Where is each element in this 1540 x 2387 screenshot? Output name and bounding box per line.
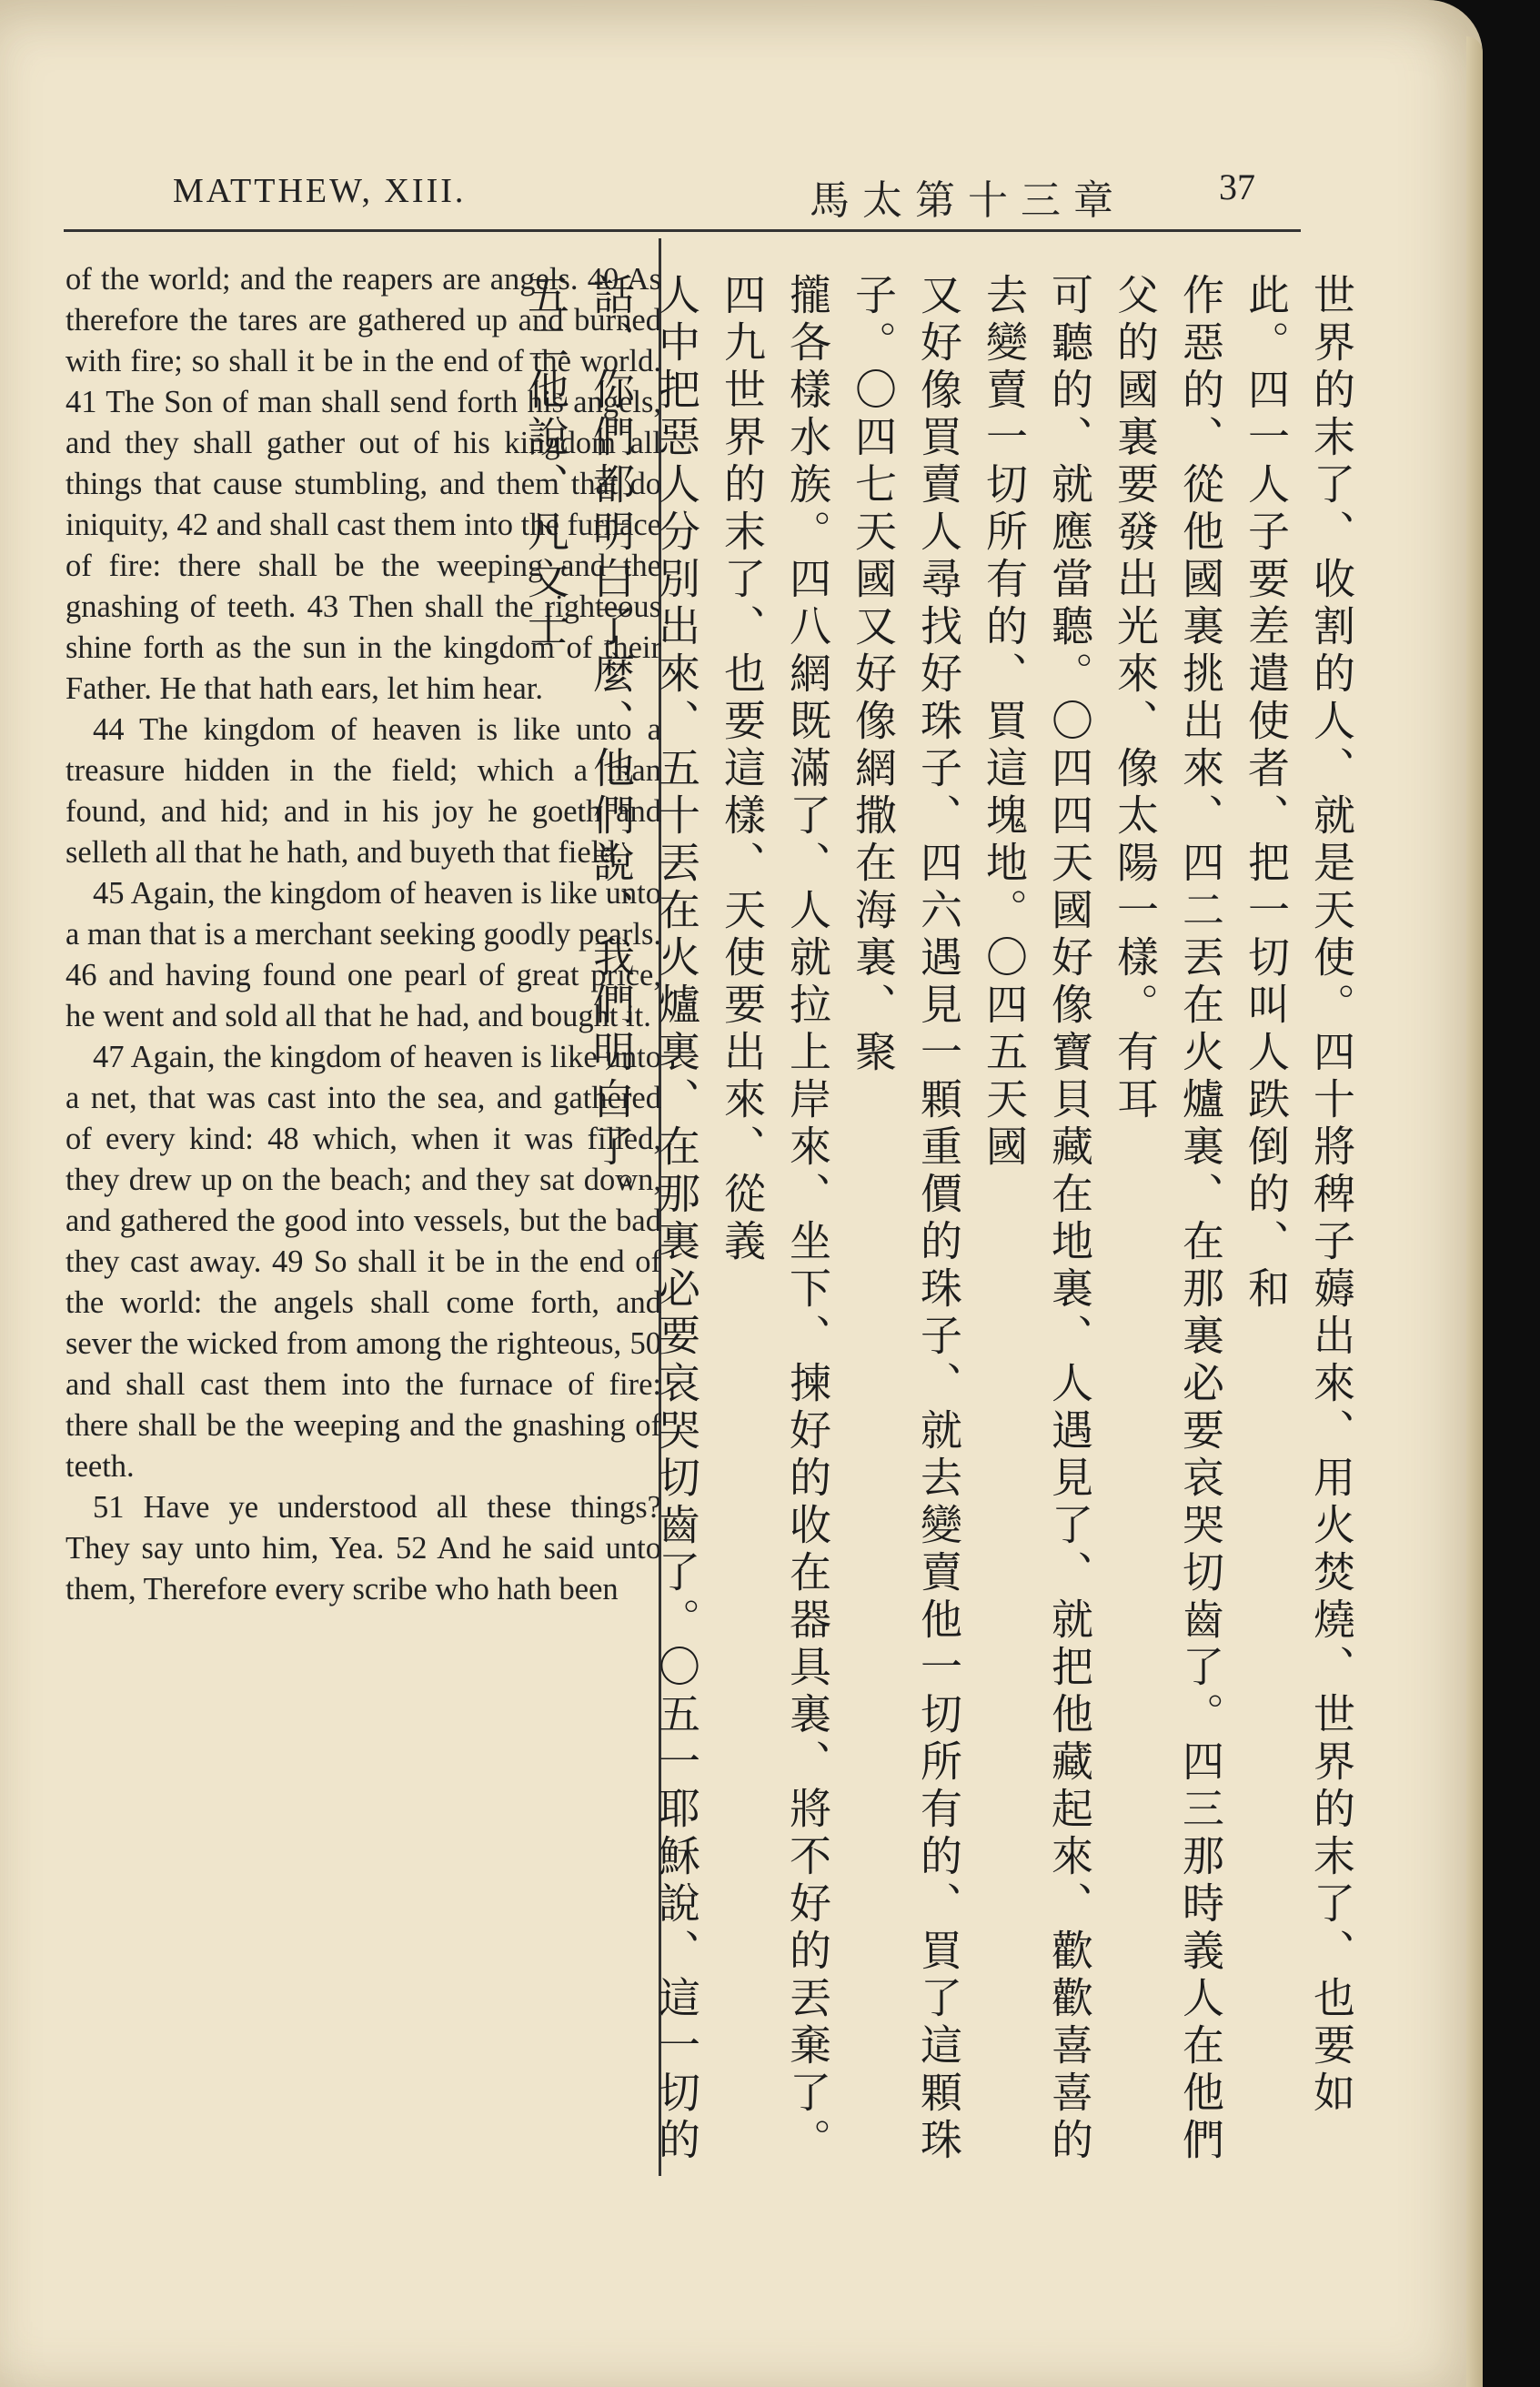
- chinese-column: 可聽的、就應當聽。〇四四天國好像寶貝藏在地裏、人遇見了、就把他藏起來、歡歡喜喜的去變賣一切所有的、買這塊地。〇四五天國: [980, 273, 1094, 2165]
- header-title-english: MATTHEW, XIII.: [173, 172, 467, 210]
- page-edge: [1466, 36, 1483, 2387]
- running-header: [64, 155, 1301, 227]
- chinese-column: 作惡的、從他國裏挑出來、四二丟在火爐裏、在那裏必要哀哭切齒了。四三那時義人在他們父的國裏要發出光來、像太陽一樣。有耳: [1111, 273, 1225, 2165]
- header-rule: [64, 229, 1301, 232]
- chinese-column: 人中把惡人分別出來、五十丟在火爐裏、在那裏必要哀哭切齒了。〇五一耶穌說、這一切的話、你們都明白了麼、他們說、我們明白了。: [587, 273, 701, 2165]
- english-paragraph: 47 Again, the kingdom of heaven is like unto a net, that was cast into the sea, and gathered of every kind: 48 which, when it was filled, they drew up on the beach; and they sat down, and gathered the good into vessels, but the bad they cast away. 49 So shall it be in the end of the world: the angels shall come forth, and sever the wicked from among the righteous, 50 and shall cast them into the furnace of fire: there shall be the weeping and the gnashing of teeth.: [65, 1040, 661, 1484]
- chinese-column: 世界的末了、收割的人、就是天使。四十將稗子薅出來、用火焚燒、世界的末了、也要如此。四一人子要差遣使者、把一切叫人跌倒的、和: [1242, 273, 1356, 2118]
- chinese-column: 攏各樣水族。四八網既滿了、人就拉上岸來、坐下、揀好的收在器具裏、將不好的丟棄了。四九世界的末了、也要這樣、天使要出來、從義: [718, 273, 832, 2165]
- english-paragraph: 44 The kingdom of heaven is like unto a treasure hidden in the field; which a man found, and hid; and in his joy he goeth and selleth all that he hath, and buyeth that field.: [65, 712, 661, 870]
- chinese-column: 五二他說、凡文士: [521, 273, 570, 651]
- chinese-text-column: [521, 273, 1364, 2165]
- header-title-chinese: 馬太第十三章: [810, 178, 1126, 223]
- english-paragraph: 51 Have ye understood all these things? They say unto him, Yea. 52 And he said unto them, Therefore every scribe who hath been: [65, 1490, 661, 1606]
- page-number: 37: [1219, 166, 1255, 207]
- english-paragraph: 45 Again, the kingdom of heaven is like unto a man that is a merchant seeking goodly pearls. 46 and having found one pearl of great price, he went and sold all that he had, and bought it.: [65, 876, 661, 1033]
- chinese-column: 又好像買賣人尋找好珠子、四六遇見一顆重價的珠子、就去變賣他一切所有的、買了這顆珠子。〇四七天國又好像網撒在海裏、聚: [849, 273, 963, 2165]
- english-paragraph: of the world; and the reapers are angels. 40 As therefore the tares are gathered up and burned with fire; so shall it be in the end of the world. 41 The Son of man shall send forth his angels, and they shall gather out of his kingdom all things that cause stumbling, and them that do iniquity, 42 and shall cast them into the furnace of fire: there shall be the weeping and the gnashing of teeth. 43 Then shall the righteous shine forth as the sun in the kingdom of their Father. He that hath ears, let him hear.: [65, 262, 661, 706]
